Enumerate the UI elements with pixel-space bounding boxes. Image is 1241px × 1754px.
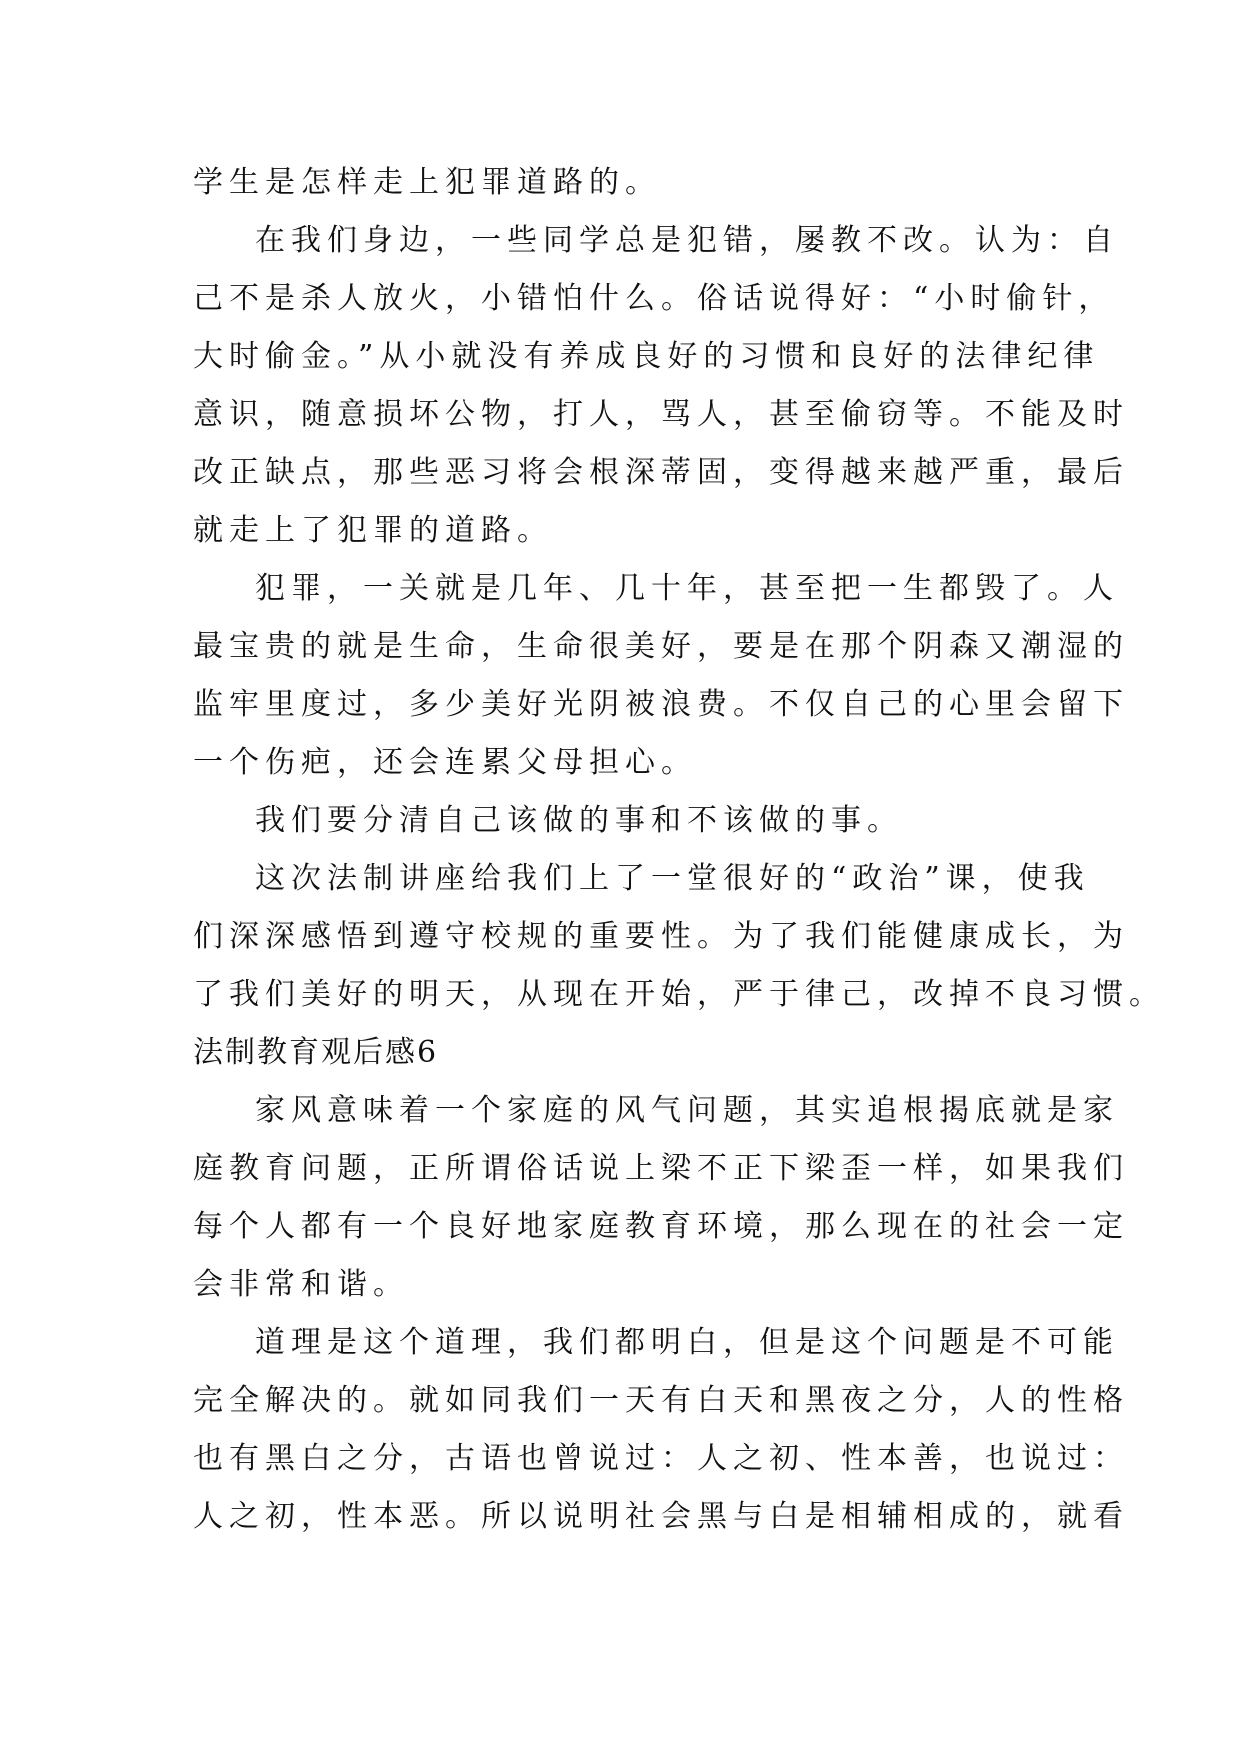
text-line: 在我们身边，一些同学总是犯错，屡教不改。认为：自 bbox=[255, 223, 1119, 258]
text-line: 学生是怎样走上犯罪道路的。 bbox=[193, 165, 661, 200]
text-line: 最宝贵的就是生命，生命很美好，要是在那个阴森又潮湿的 bbox=[193, 629, 1129, 664]
text-line: 监牢里度过，多少美好光阴被浪费。不仅自己的心里会留下 bbox=[193, 687, 1129, 722]
text-line: 大时偷金。”从小就没有养成良好的习惯和良好的法律纪律 bbox=[193, 339, 1100, 374]
paragraph-continuation bbox=[193, 154, 1053, 212]
paragraph bbox=[193, 1082, 1129, 1314]
text-line: 一个伤疤，还会连累父母担心。 bbox=[193, 745, 697, 780]
text-line: 意识，随意损坏公物，打人，骂人，甚至偷窃等。不能及时 bbox=[193, 397, 1129, 432]
text-line: 犯罪，一关就是几年、几十年，甚至把一生都毁了。人 bbox=[255, 571, 1119, 606]
text-line: 庭教育问题，正所谓俗话说上梁不正下梁歪一样，如果我们 bbox=[193, 1151, 1129, 1186]
section-heading: 法制教育观后感6 bbox=[193, 1035, 439, 1070]
text-line: 这次法制讲座给我们上了一堂很好的“政治”课，使我 bbox=[255, 861, 1090, 896]
text-line: 己不是杀人放火，小错怕什么。俗话说得好：“小时偷针， bbox=[193, 281, 1115, 316]
paragraph bbox=[193, 850, 1165, 1024]
document-body bbox=[193, 154, 1165, 1546]
text-line: 家风意味着一个家庭的风气问题，其实追根揭底就是家 bbox=[255, 1093, 1119, 1128]
text-line: 也有黑白之分，古语也曾说过：人之初、性本善，也说过： bbox=[193, 1441, 1129, 1476]
text-line: 就走上了犯罪的道路。 bbox=[193, 513, 553, 548]
text-line: 道理是这个道理，我们都明白，但是这个问题是不可能 bbox=[255, 1325, 1119, 1360]
paragraph bbox=[193, 1314, 1129, 1546]
paragraph bbox=[193, 560, 1129, 792]
text-line: 人之初，性本恶。所以说明社会黑与白是相辅相成的，就看 bbox=[193, 1499, 1129, 1534]
section-title bbox=[193, 1024, 1053, 1082]
text-line: 完全解决的。就如同我们一天有白天和黑夜之分，人的性格 bbox=[193, 1383, 1129, 1418]
paragraph bbox=[193, 792, 1053, 850]
text-line: 我们要分清自己该做的事和不该做的事。 bbox=[255, 803, 903, 838]
paragraph bbox=[193, 212, 1129, 560]
text-line: 每个人都有一个良好地家庭教育环境，那么现在的社会一定 bbox=[193, 1209, 1129, 1244]
text-line: 了我们美好的明天，从现在开始，严于律己，改掉不良习惯。 bbox=[193, 977, 1165, 1012]
text-line: 改正缺点，那些恶习将会根深蒂固，变得越来越严重，最后 bbox=[193, 455, 1129, 490]
text-line: 们深深感悟到遵守校规的重要性。为了我们能健康成长，为 bbox=[193, 919, 1129, 954]
text-line: 会非常和谐。 bbox=[193, 1267, 409, 1302]
